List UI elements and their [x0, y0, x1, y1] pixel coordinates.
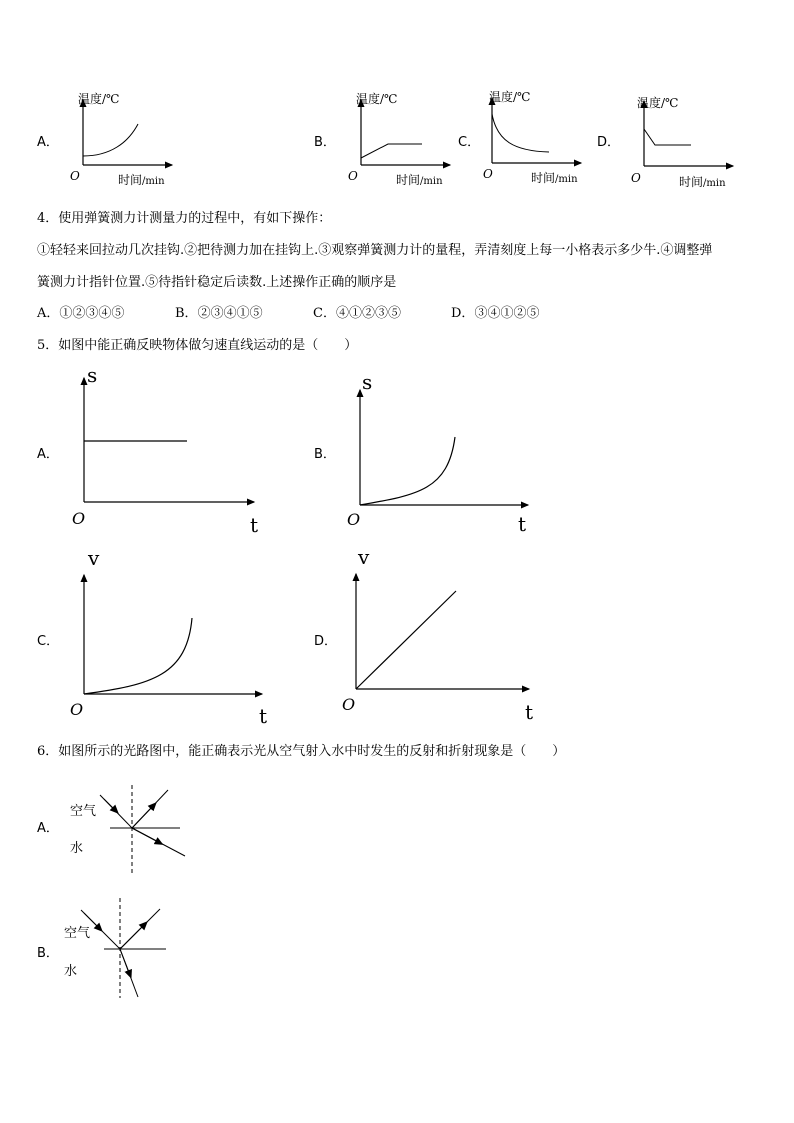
- q5c-y-label: v: [88, 546, 100, 570]
- q5c-x-label: t: [259, 704, 268, 728]
- q5-option-a-label: A．: [37, 447, 59, 462]
- q5b-x-label: t: [518, 512, 527, 536]
- q4-choice-c: C．④①②③⑤: [313, 306, 401, 321]
- q3d-origin: O: [631, 171, 641, 185]
- q3-graph-a: [60, 88, 185, 188]
- q3a-x-label: 时间/min: [118, 173, 165, 187]
- q3d-y-label: 温度/℃: [637, 96, 679, 110]
- q3-graph-c: [469, 86, 594, 186]
- q4-line3: 簧测力计指针位置.⑤待指针稳定后读数.上述操作正确的顺序是: [37, 275, 397, 290]
- q6b-water-label: 水: [64, 964, 78, 979]
- q3-option-a-label: A．: [37, 135, 59, 150]
- q5d-x-label: t: [525, 700, 534, 724]
- q3d-x-label: 时间/min: [679, 175, 726, 189]
- q6-diagram-b: [62, 893, 192, 1003]
- q5-option-d-label: D．: [314, 634, 338, 649]
- q5b-origin: O: [347, 510, 361, 529]
- q5a-y-label: s: [87, 363, 98, 387]
- q4-stem: 4．使用弹簧测力计测量力的过程中，有如下操作：: [37, 211, 332, 226]
- q5-option-c-label: C．: [37, 634, 60, 649]
- q6-option-a-label: A．: [37, 821, 59, 836]
- q5d-origin: O: [342, 695, 356, 714]
- q3-graph-b: [338, 88, 463, 188]
- q3a-origin: O: [70, 169, 80, 183]
- q6a-water-label: 水: [70, 841, 84, 856]
- q3a-y-label: 温度/℃: [78, 92, 120, 106]
- q4-line2: ①轻轻来回拉动几次挂钩.②把待测力加在挂钩上.③观察弹簧测力计的量程，弄清刻度上每一小格表示多少牛.④调整弹: [37, 243, 713, 258]
- q5-graph-c: [62, 545, 277, 730]
- q6a-air-label: 空气: [70, 804, 97, 819]
- q5-graph-b: [338, 365, 548, 545]
- q5a-origin: O: [72, 509, 86, 528]
- q5-graph-a: [62, 360, 272, 540]
- q6b-air-label: 空气: [64, 926, 91, 941]
- q6-diagram-a: [62, 780, 192, 880]
- q3c-y-label: 温度/℃: [489, 90, 531, 104]
- q5-graph-d: [334, 544, 549, 729]
- q3-option-c-label: C．: [458, 135, 481, 150]
- q3b-y-label: 温度/℃: [356, 92, 398, 106]
- q5-option-b-label: B．: [314, 447, 336, 462]
- q6-stem: 6．如图所示的光路图中，能正确表示光从空气射入水中时发生的反射和折射现象是（ ）: [37, 744, 566, 759]
- q5d-y-label: v: [358, 545, 370, 569]
- q3b-origin: O: [348, 169, 358, 183]
- q3c-origin: O: [483, 167, 493, 181]
- q3c-x-label: 时间/min: [531, 171, 578, 185]
- q5a-x-label: t: [250, 513, 259, 537]
- q5b-y-label: s: [362, 370, 373, 394]
- q6-option-b-label: B．: [37, 946, 59, 961]
- q5-stem: 5．如图中能正确反映物体做匀速直线运动的是（ ）: [37, 338, 358, 353]
- q3b-x-label: 时间/min: [396, 173, 443, 187]
- q4-choice-b: B．②③④①⑤: [175, 306, 263, 321]
- q4-choice-a: A．①②③④⑤: [37, 306, 125, 321]
- q3-option-d-label: D．: [597, 135, 621, 150]
- q3-option-b-label: B．: [314, 135, 336, 150]
- q4-choice-d: D．③④①②⑤: [451, 306, 540, 321]
- q3-graph-d: [621, 89, 746, 189]
- q5c-origin: O: [70, 700, 84, 719]
